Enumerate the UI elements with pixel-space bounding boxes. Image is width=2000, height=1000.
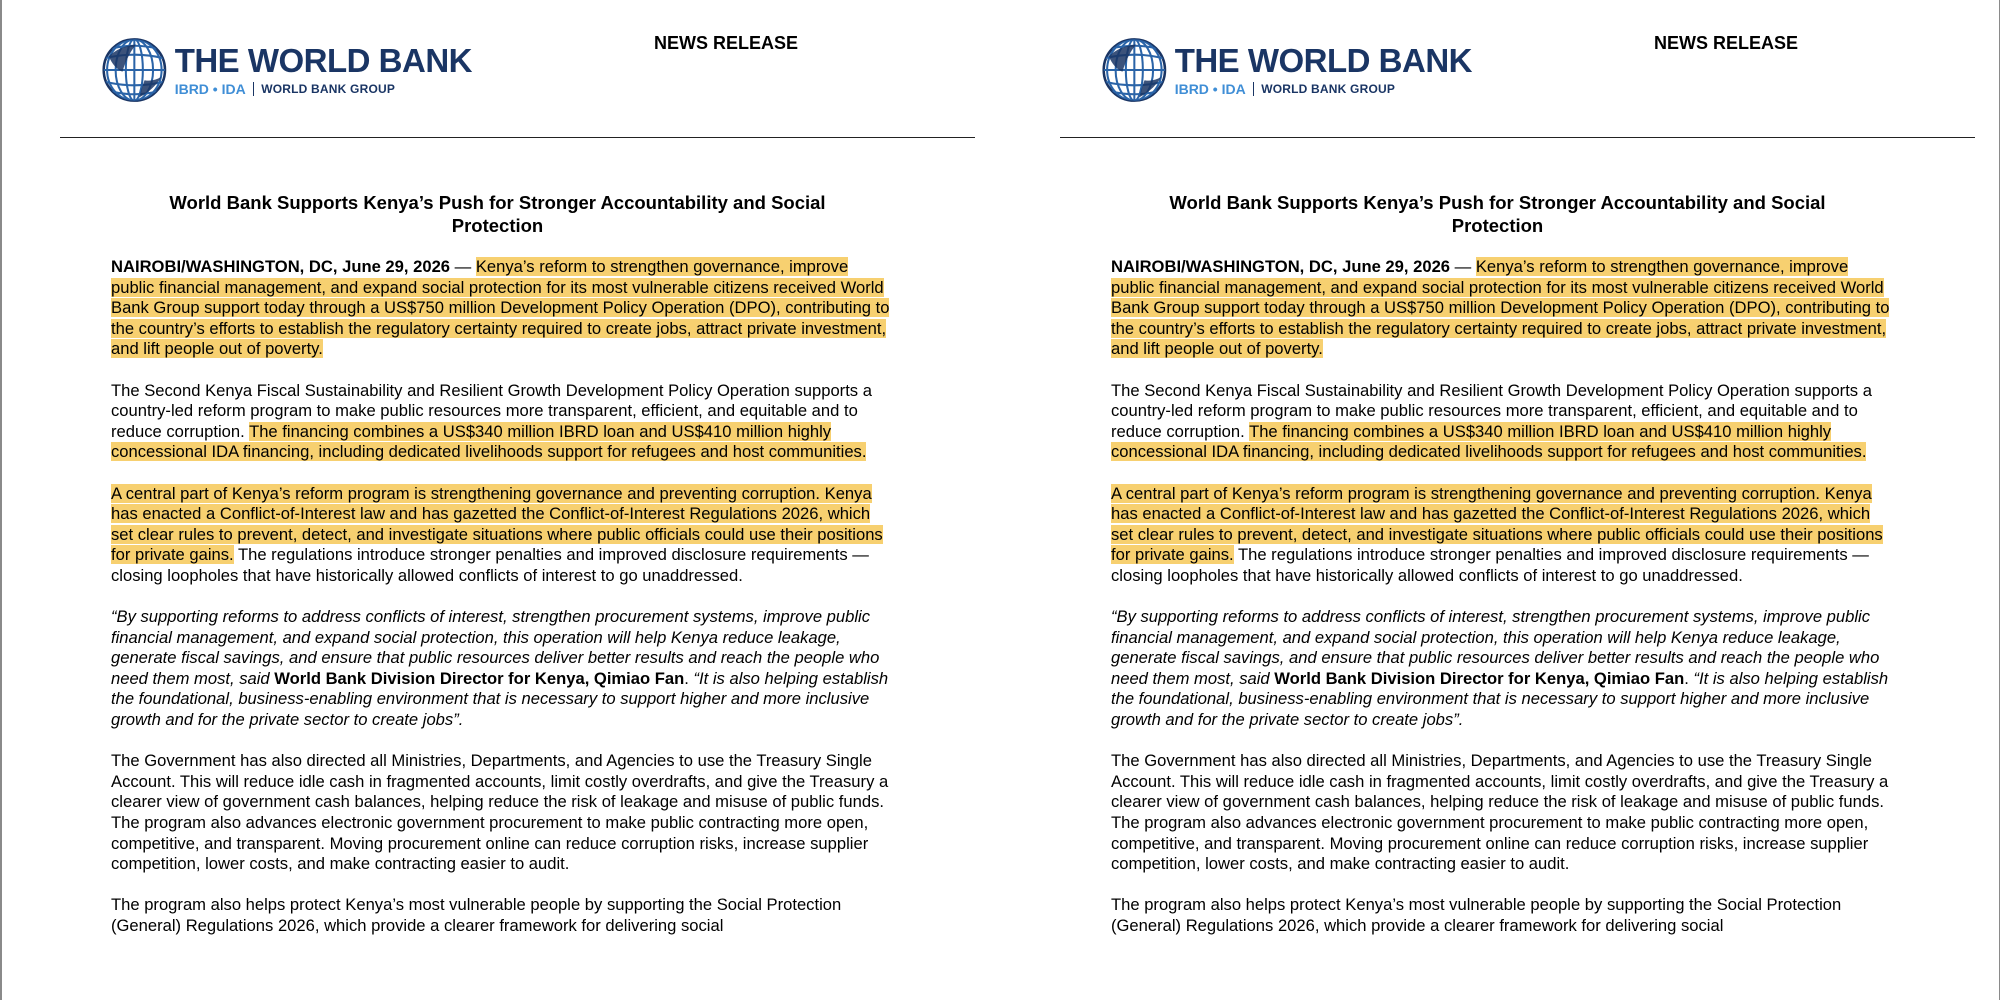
press-release-title: [1111, 191, 1884, 237]
highlighted-text[interactable]: The financing combines a US$340 million IBRD loan and US$410 million highly concessional IDA financing, including dedicated livelihoods support for refugees and host communities.: [111, 421, 867, 462]
paragraph-6: The program also helps protect Kenya’s most vulnerable people by supporting the Social Protection (General) Regulations 2026, which provide a clearer framework for delivering social: [111, 895, 842, 935]
paragraph-2: [111, 381, 891, 463]
paragraph-4-quote: [1111, 607, 1891, 731]
paragraph-3: [1111, 484, 1891, 587]
press-release-title: [111, 191, 884, 237]
paragraph-1: [111, 257, 891, 360]
paragraph-5: The Government has also directed all Ministries, Departments, and Agencies to use the Treasury Single Account. This will reduce idle cash in fragmented accounts, limit costly overdrafts, and give the Treasury a clearer view of government cash balances, helping reduce the risk of leakage and misuse of public funds. The program also advances electronic government procurement to make public contracting more open, competitive, and transparent. Moving procurement online can reduce corruption risks, increase supplier competition, lower costs, and make contracting easier to audit.: [1111, 751, 1889, 874]
logo-group: WORLD BANK GROUP: [1261, 81, 1396, 96]
logo-wordmark: [1174, 41, 1472, 97]
world-bank-logo: [1102, 32, 1472, 108]
dateline-dash: —: [1450, 257, 1476, 276]
quote-text: “By supporting reforms to address conflicts of interest, strengthen procurement systems, improve public financial management, and expand social protection, this operation will help Kenya reduce leakage, generate fiscal savings, and ensure that public resources deliver better results and reach the people who need them most, said: [1111, 607, 1880, 688]
logo-group: WORLD BANK GROUP: [261, 81, 396, 96]
highlighted-text[interactable]: A central part of Kenya’s reform program is strengthening governance and preventing corruption. Kenya has enacted a Conflict-of-Interest law and has gazetted the Conflict-of-Interest Regulations 2026, which set clear rules to prevent, detect, and investigate situations where public officials could use their positions for private gains.: [111, 483, 883, 565]
highlighted-text[interactable]: The financing combines a US$340 million IBRD loan and US$410 million highly concessional IDA financing, including dedicated livelihoods support for refugees and host communities.: [1111, 421, 1867, 462]
globe-icon: [1102, 32, 1167, 108]
paragraph-5: The Government has also directed all Ministries, Departments, and Agencies to use the Treasury Single Account. This will reduce idle cash in fragmented accounts, limit costly overdrafts, and give the Treasury a clearer view of government cash balances, helping reduce the risk of leakage and misuse of public funds. The program also advances electronic government procurement to make public contracting more open, competitive, and transparent. Moving procurement online can reduce corruption risks, increase supplier competition, lower costs, and make contracting easier to audit.: [111, 751, 889, 874]
highlighted-text[interactable]: Kenya’s reform to strengthen governance, improve public financial management, and expand social protection for its most vulnerable citizens received World Bank Group support today through a US$750 million Development Policy Operation (DPO), contributing to the country’s efforts to establish the regulatory certainty required to create jobs, attract private investment, and lift people out of poverty.: [111, 257, 890, 359]
paragraph-3: [111, 484, 891, 587]
paragraph-1: [1111, 257, 1891, 360]
quote-text: “It is also helping establish the foundational, business-enabling environment that is necessary to support higher and more inclusive growth and for the private sector to create jobs”.: [111, 668, 889, 730]
logo-name: THE WORLD BANK: [174, 41, 472, 79]
document-pane-right[interactable]: [1000, 0, 2000, 1000]
title-line: World Bank Supports Kenya’s Push for Stronger Accountability and Social: [1169, 192, 1826, 213]
header-rule: [60, 137, 975, 138]
news-release-label: NEWS RELEASE: [1654, 33, 1799, 53]
paragraph-text: The regulations introduce stronger penalties and improved disclosure requirements — closing loopholes that have historically allowed conflicts of interest to go unaddressed.: [1111, 545, 1869, 585]
press-release-body: [111, 257, 891, 957]
dateline: NAIROBI/WASHINGTON, DC, June 29, 2026: [1111, 257, 1451, 276]
paragraph-4-quote: [111, 607, 891, 731]
logo-name: THE WORLD BANK: [1174, 41, 1472, 79]
title-line: World Bank Supports Kenya’s Push for Stronger Accountability and Social: [169, 192, 826, 213]
paragraph-text: The regulations introduce stronger penalties and improved disclosure requirements — closing loopholes that have historically allowed conflicts of interest to go unaddressed.: [111, 545, 869, 585]
paragraph-text: The Second Kenya Fiscal Sustainability and Resilient Growth Development Policy Operation supports a country-led reform program to make public resources more transparent, efficient, and equitable and to reduce corruption.: [111, 380, 872, 441]
highlighted-text[interactable]: Kenya’s reform to strengthen governance, improve public financial management, and expand social protection for its most vulnerable citizens received World Bank Group support today through a US$750 million Development Policy Operation (DPO), contributing to the country’s efforts to establish the regulatory certainty required to create jobs, attract private investment, and lift people out of poverty.: [1111, 257, 1890, 359]
dateline: NAIROBI/WASHINGTON, DC, June 29, 2026: [111, 257, 451, 276]
logo-subline: [175, 81, 472, 97]
paragraph-text: The Second Kenya Fiscal Sustainability and Resilient Growth Development Policy Operation supports a country-led reform program to make public resources more transparent, efficient, and equitable and to reduce corruption.: [1111, 380, 1872, 441]
press-release-body: [1111, 257, 1891, 957]
logo-wordmark: [174, 41, 472, 97]
quote-speaker: World Bank Division Director for Kenya, Qimiao Fan: [1274, 668, 1685, 688]
paragraph-6: The program also helps protect Kenya’s most vulnerable people by supporting the Social Protection (General) Regulations 2026, which provide a clearer framework for delivering social: [1111, 895, 1842, 935]
quote-period: .: [1684, 668, 1694, 688]
logo-separator: [1253, 82, 1255, 96]
globe-icon: [102, 32, 167, 108]
world-bank-logo: [102, 32, 472, 108]
logo-subline: [1175, 81, 1472, 97]
document-page: [1000, 0, 2000, 1000]
logo-ibrd-ida: IBRD • IDA: [174, 80, 246, 97]
logo-ibrd-ida: IBRD • IDA: [1174, 80, 1246, 97]
paragraph-2: [1111, 381, 1891, 463]
title-line: Protection: [451, 215, 544, 236]
header-rule: [1060, 137, 1975, 138]
dateline-dash: —: [450, 257, 476, 276]
quote-text: “It is also helping establish the foundational, business-enabling environment that is necessary to support higher and more inclusive growth and for the private sector to create jobs”.: [1111, 668, 1889, 730]
quote-period: .: [684, 668, 694, 688]
logo-separator: [253, 82, 255, 96]
highlighted-text[interactable]: A central part of Kenya’s reform program is strengthening governance and preventing corruption. Kenya has enacted a Conflict-of-Interest law and has gazetted the Conflict-of-Interest Regulations 2026, which set clear rules to prevent, detect, and investigate situations where public officials could use their positions for private gains.: [1111, 483, 1883, 565]
title-line: Protection: [1451, 215, 1544, 236]
news-release-label: NEWS RELEASE: [654, 33, 799, 53]
quote-speaker: World Bank Division Director for Kenya, Qimiao Fan: [274, 668, 685, 688]
quote-text: “By supporting reforms to address conflicts of interest, strengthen procurement systems, improve public financial management, and expand social protection, this operation will help Kenya reduce leakage, generate fiscal savings, and ensure that public resources deliver better results and reach the people who need them most, said: [111, 607, 880, 688]
